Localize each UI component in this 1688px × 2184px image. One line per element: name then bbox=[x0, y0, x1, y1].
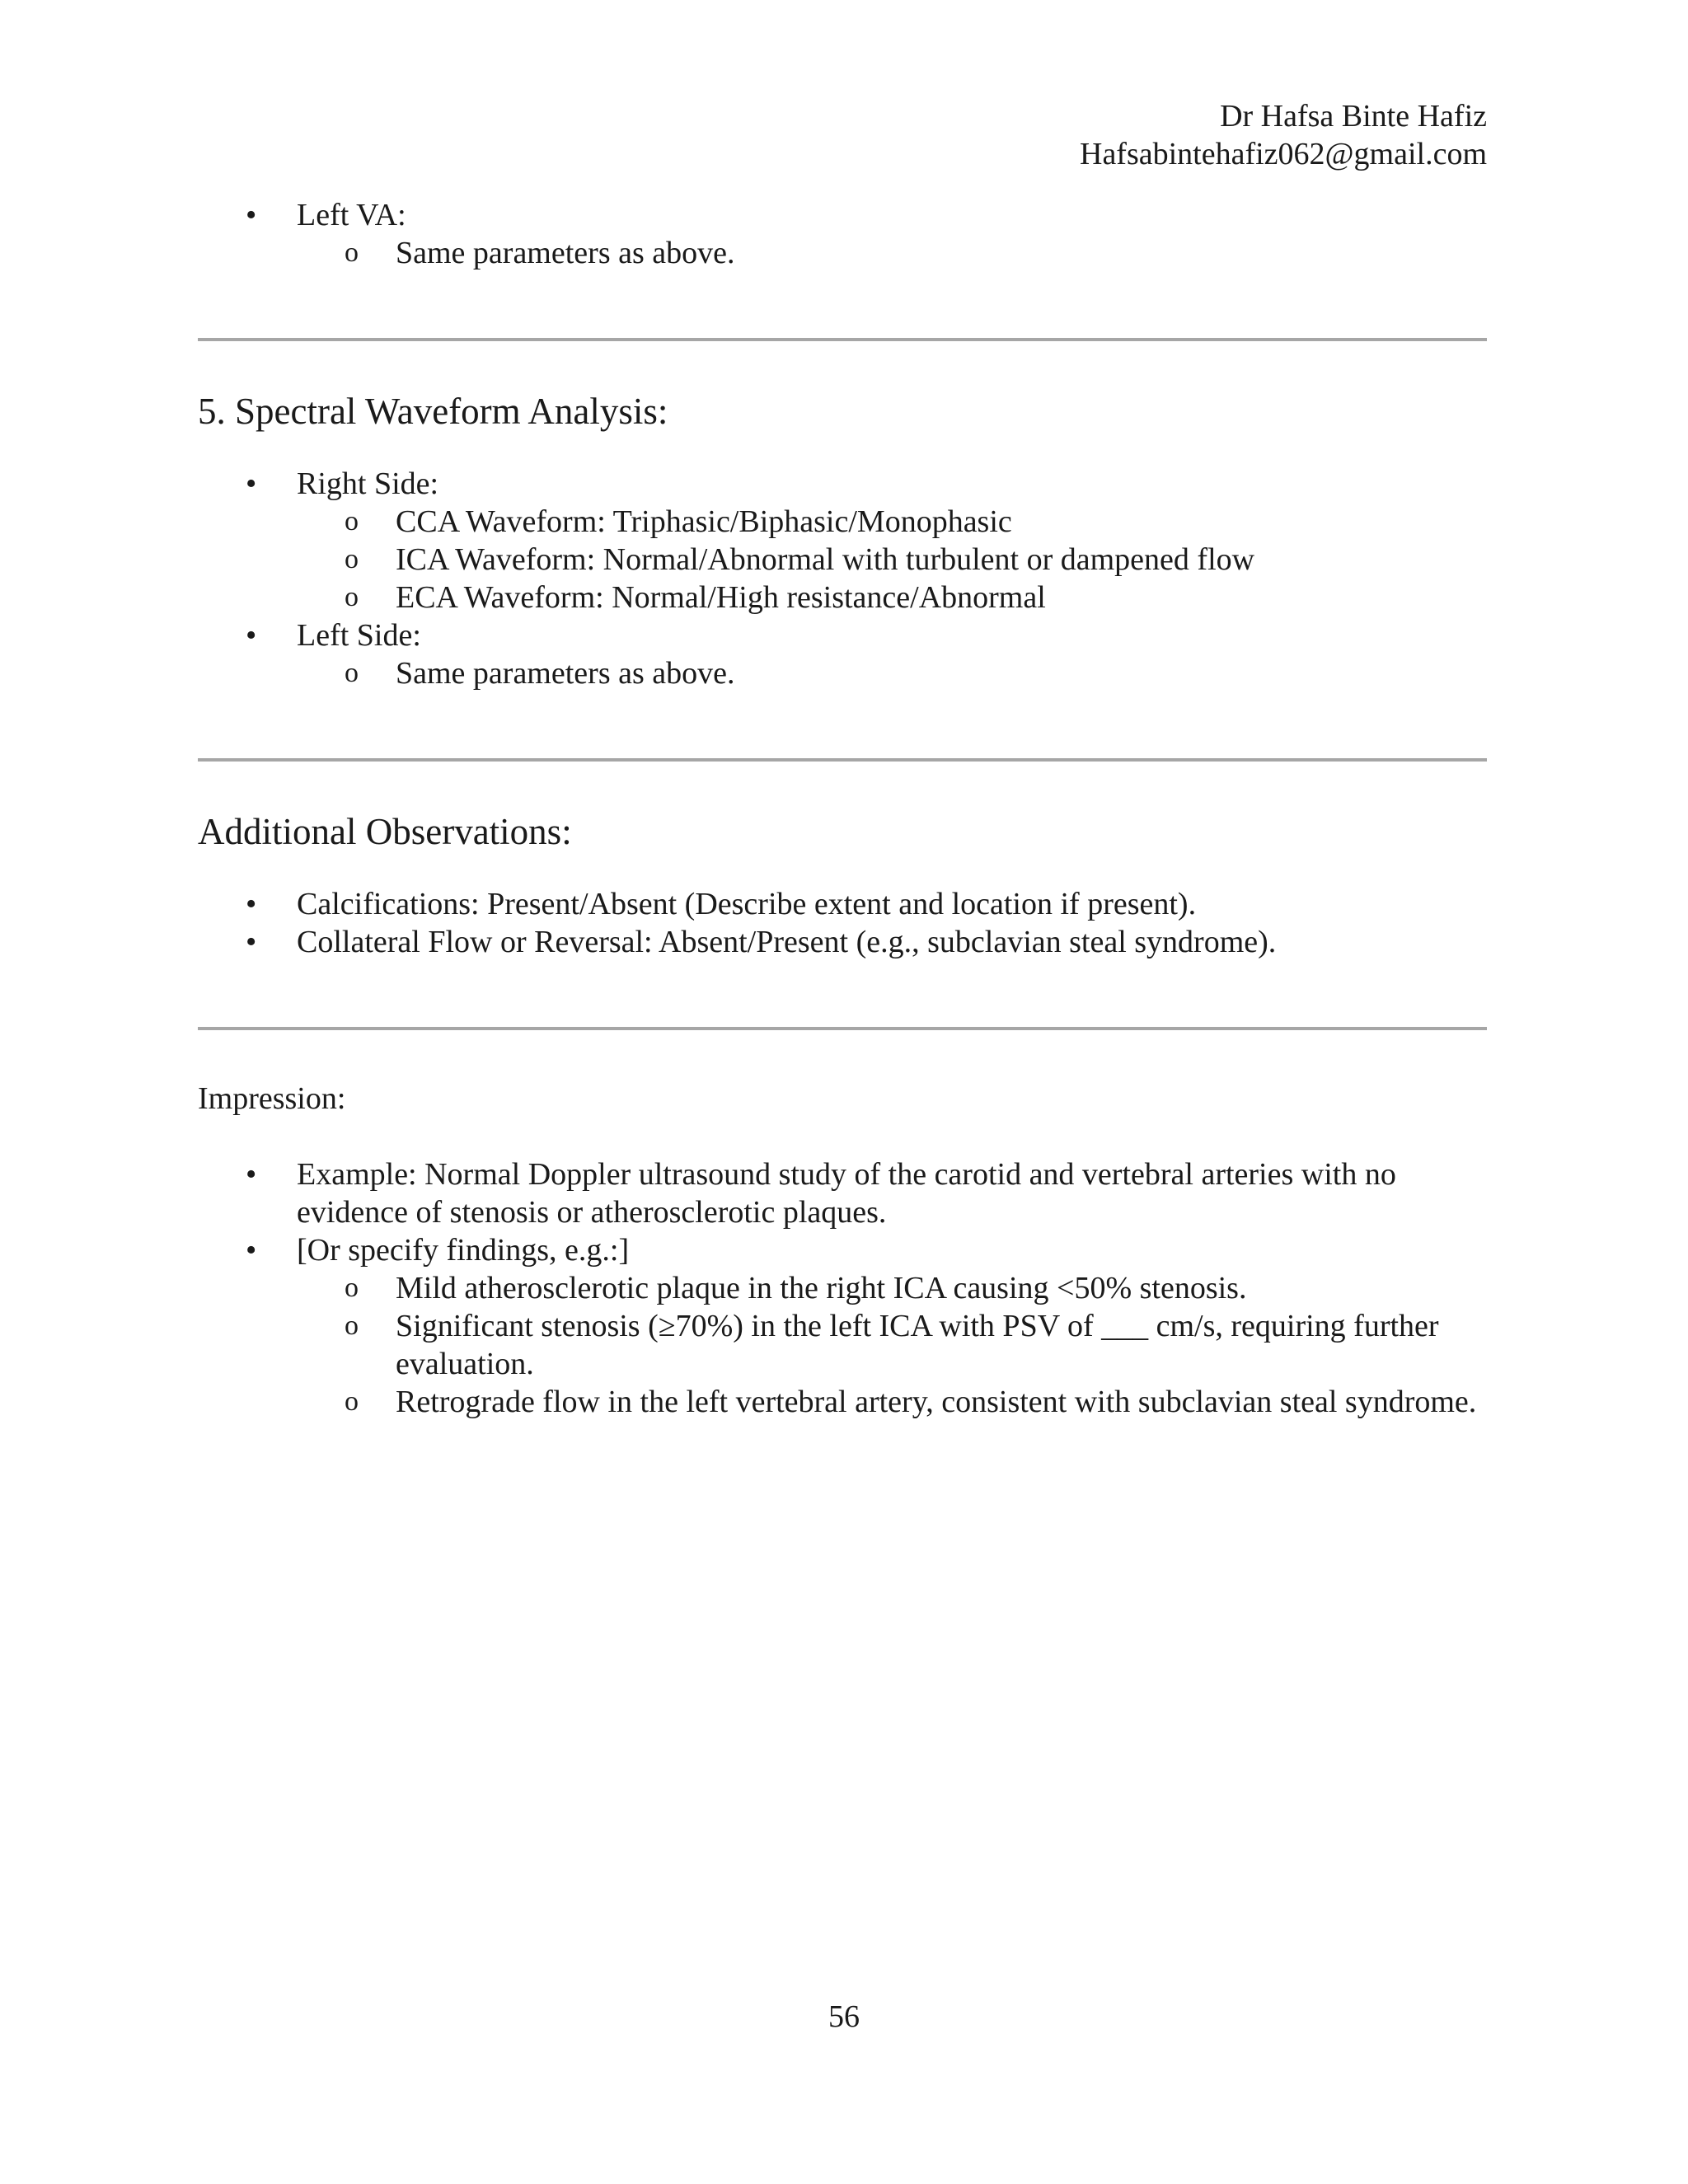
sub-list-item bbox=[297, 541, 1487, 579]
section-heading-additional: Additional Observations: bbox=[198, 811, 572, 852]
list-item-label: Left Side: bbox=[297, 618, 421, 653]
section-heading-impression: Impression: bbox=[198, 1081, 346, 1116]
list-item-specify bbox=[198, 1231, 1487, 1421]
bullet-icon: • bbox=[246, 887, 257, 921]
sub-list-item bbox=[297, 1383, 1487, 1421]
additional-list bbox=[198, 885, 1487, 961]
circle-bullet-icon: o bbox=[345, 237, 359, 268]
circle-bullet-icon: o bbox=[345, 1386, 359, 1417]
sub-list-item bbox=[297, 579, 1487, 616]
list-item-left-side bbox=[198, 616, 1487, 692]
author-email: Hafsabintehafiz062@gmail.com bbox=[1080, 137, 1487, 171]
sub-list bbox=[297, 654, 1487, 692]
circle-bullet-icon: o bbox=[345, 582, 359, 612]
sub-item-text: Mild atherosclerotic plaque in the right ICA causing <50% stenosis. bbox=[396, 1271, 1247, 1305]
circle-bullet-icon: o bbox=[345, 1272, 359, 1303]
sub-list-item bbox=[297, 1307, 1487, 1383]
circle-bullet-icon: o bbox=[345, 1310, 359, 1341]
list-item-right-side bbox=[198, 465, 1487, 616]
sub-item-text: Same parameters as above. bbox=[396, 236, 735, 270]
horizontal-divider bbox=[198, 758, 1487, 762]
impression-list bbox=[198, 1155, 1487, 1421]
spectral-list bbox=[198, 465, 1487, 692]
list-item bbox=[198, 923, 1487, 961]
bullet-icon: • bbox=[246, 198, 257, 232]
sub-list-item bbox=[297, 654, 1487, 692]
sub-item-text: CCA Waveform: Triphasic/Biphasic/Monophasic bbox=[396, 504, 1012, 539]
list-item-left-va bbox=[198, 196, 1487, 272]
bullet-icon: • bbox=[246, 1233, 257, 1268]
bullet-icon: • bbox=[246, 1157, 257, 1192]
sub-item-text: Same parameters as above. bbox=[396, 656, 735, 691]
horizontal-divider bbox=[198, 1027, 1487, 1030]
list-item-text: Calcifications: Present/Absent (Describe extent and location if present). bbox=[297, 887, 1197, 921]
sub-list-item bbox=[297, 503, 1487, 541]
sub-item-text: Significant stenosis (≥70%) in the left ICA with PSV of ___ cm/s, requiring further evaluation. bbox=[396, 1309, 1439, 1381]
section-heading-spectral: 5. Spectral Waveform Analysis: bbox=[198, 391, 668, 432]
author-name: Dr Hafsa Binte Hafiz bbox=[1220, 99, 1487, 134]
bullet-icon: • bbox=[246, 466, 257, 501]
circle-bullet-icon: o bbox=[345, 506, 359, 537]
list-item-label: Left VA: bbox=[297, 198, 406, 232]
page-header bbox=[1080, 97, 1487, 173]
list-item-text: Example: Normal Doppler ultrasound study of the carotid and vertebral arteries with no evidence of stenosis or atherosclerotic plaques. bbox=[297, 1157, 1396, 1230]
sub-list bbox=[297, 234, 1487, 272]
sub-item-text: Retrograde flow in the left vertebral artery, consistent with subclavian steal syndrome. bbox=[396, 1385, 1477, 1419]
left-va-list bbox=[198, 196, 1487, 272]
sub-list bbox=[297, 503, 1487, 616]
sub-list-item bbox=[297, 1269, 1487, 1307]
list-item bbox=[198, 885, 1487, 923]
bullet-icon: • bbox=[246, 925, 257, 959]
circle-bullet-icon: o bbox=[345, 658, 359, 688]
sub-list-item bbox=[297, 234, 1487, 272]
horizontal-divider bbox=[198, 338, 1487, 341]
page-content bbox=[198, 196, 1487, 1421]
circle-bullet-icon: o bbox=[345, 544, 359, 574]
list-item-example bbox=[198, 1155, 1487, 1231]
sub-list bbox=[297, 1269, 1487, 1421]
list-item-label: Right Side: bbox=[297, 466, 439, 501]
list-item-label: [Or specify findings, e.g.:] bbox=[297, 1233, 630, 1268]
page-number: 56 bbox=[828, 1999, 860, 2034]
list-item-text: Collateral Flow or Reversal: Absent/Present (e.g., subclavian steal syndrome). bbox=[297, 925, 1277, 959]
sub-item-text: ICA Waveform: Normal/Abnormal with turbulent or dampened flow bbox=[396, 542, 1255, 577]
bullet-icon: • bbox=[246, 618, 257, 653]
sub-item-text: ECA Waveform: Normal/High resistance/Abnormal bbox=[396, 580, 1046, 615]
